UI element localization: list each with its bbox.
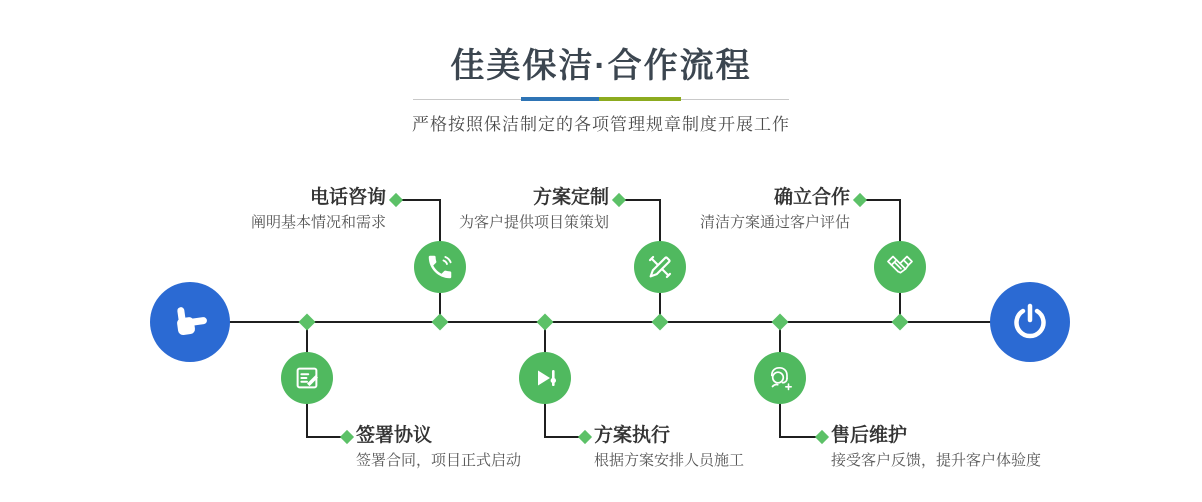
handshake-icon	[884, 251, 916, 283]
divider-thin-right	[681, 99, 789, 100]
label-diamond	[578, 430, 592, 444]
step-desc: 根据方案安排人员施工	[594, 452, 745, 469]
step-node-execute	[519, 352, 571, 404]
page-subtitle: 严格按照保洁制定的各项管理规章制度开展工作	[412, 115, 790, 134]
label-diamond	[340, 430, 354, 444]
junction-diamond	[652, 314, 669, 331]
step-node-cooperation	[874, 241, 926, 293]
customer-service-icon	[764, 362, 796, 394]
divider-blue-segment	[521, 97, 599, 101]
junction-diamond	[892, 314, 909, 331]
step-node-aftersales	[754, 352, 806, 404]
design-tools-icon	[645, 252, 675, 282]
junction-diamond	[299, 314, 316, 331]
title-divider	[413, 97, 789, 101]
phone-icon	[425, 252, 455, 282]
step-desc: 清洁方案通过客户评估	[699, 214, 850, 231]
divider-green-segment	[599, 97, 681, 101]
label-diamond	[853, 193, 867, 207]
page-title: 佳美保洁·合作流程	[450, 47, 752, 85]
label-diamond	[389, 193, 403, 207]
step-title: 电话咨询	[309, 187, 386, 208]
step-label-phone	[251, 187, 386, 232]
junction-diamond	[432, 314, 449, 331]
step-node-contract	[281, 352, 333, 404]
step-title: 售后维护	[831, 425, 908, 446]
step-desc: 阐明基本情况和需求	[250, 214, 386, 231]
divider-thin-left	[413, 99, 521, 100]
step-label-execute	[594, 425, 744, 470]
label-diamond	[815, 430, 829, 444]
contract-sign-icon	[292, 363, 322, 393]
power-icon	[1010, 302, 1050, 342]
step-label-design	[459, 187, 609, 232]
step-label-aftersales	[831, 425, 1041, 470]
play-icon	[530, 363, 560, 393]
junction-diamond	[772, 314, 789, 331]
start-node	[150, 282, 230, 362]
step-desc: 为客户提供项目策策划	[458, 214, 609, 231]
step-desc: 签署合同，项目正式启动	[356, 452, 522, 469]
step-title: 方案执行	[594, 425, 671, 446]
step-label-cooperation	[700, 187, 850, 232]
step-desc: 接受客户反馈，提升客户体验度	[831, 452, 1042, 469]
step-node-phone	[414, 241, 466, 293]
step-title: 方案定制	[532, 187, 609, 208]
step-title: 确立合作	[773, 187, 850, 208]
timeline	[228, 321, 992, 323]
end-node	[990, 282, 1070, 362]
junction-diamond	[537, 314, 554, 331]
step-label-contract	[356, 425, 521, 470]
label-diamond	[612, 193, 626, 207]
pointing-hand-icon	[165, 297, 215, 347]
step-node-design	[634, 241, 686, 293]
step-title: 签署协议	[356, 425, 433, 446]
